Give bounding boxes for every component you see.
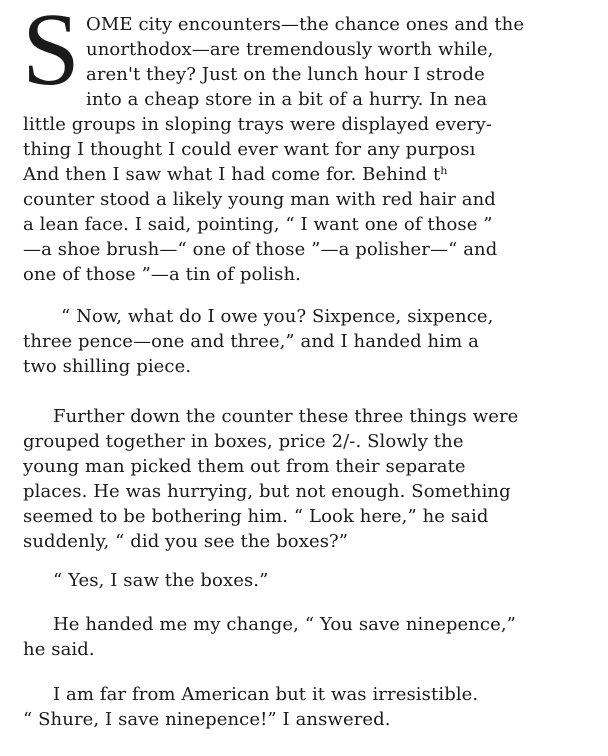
text-line: one of those ”—a tin of polish.: [23, 264, 302, 285]
text-line: he said.: [23, 639, 95, 660]
text-line: He handed me my change, “ You save ninepence,”: [53, 614, 516, 635]
text-line: “ Now, what do I owe you? Sixpence, sixpence,: [61, 306, 494, 327]
text-line: counter stood a likely young man with red hair and: [23, 189, 496, 210]
text-line: thing I thought I could ever want for any purposı: [23, 139, 476, 160]
text-line: little groups in sloping trays were displayed every-: [23, 114, 493, 135]
text-line: —a shoe brush—“ one of those ”—a polisher—“ and: [23, 239, 498, 260]
text-line: grouped together in boxes, price 2/-. Slowly the: [23, 431, 464, 452]
text-line: young man picked them out from their separate: [23, 456, 466, 477]
text-line: I am far from American but it was irresistible.: [53, 684, 479, 705]
text-line: two shilling piece.: [23, 356, 192, 377]
text-line: into a cheap store in a bit of a hurry. In nea: [86, 89, 488, 110]
text-line: unorthodox—are tremendously worth while,: [86, 39, 494, 60]
text-line: seemed to be bothering him. “ Look here,” he said: [23, 506, 489, 527]
text-line: aren't they? Just on the lunch hour I strode: [86, 64, 485, 85]
text-line: And then I saw what I had come for. Behind tʰ: [23, 164, 449, 185]
drop-cap-letter: S: [22, 0, 80, 107]
text-line: Further down the counter these three things were: [53, 406, 519, 427]
text-line: a lean face. I said, pointing, “ I want one of those ”: [23, 214, 493, 235]
text-line: OME city encounters—the chance ones and the: [86, 14, 525, 35]
text-line: three pence—one and three,” and I handed him a: [23, 331, 479, 352]
text-line: “ Yes, I saw the boxes.”: [53, 570, 269, 591]
text-line: “ Shure, I save ninepence!” I answered.: [23, 709, 391, 730]
text-line: suddenly, “ did you see the boxes?”: [23, 531, 349, 552]
text-line: places. He was hurrying, but not enough. Something: [23, 481, 511, 502]
